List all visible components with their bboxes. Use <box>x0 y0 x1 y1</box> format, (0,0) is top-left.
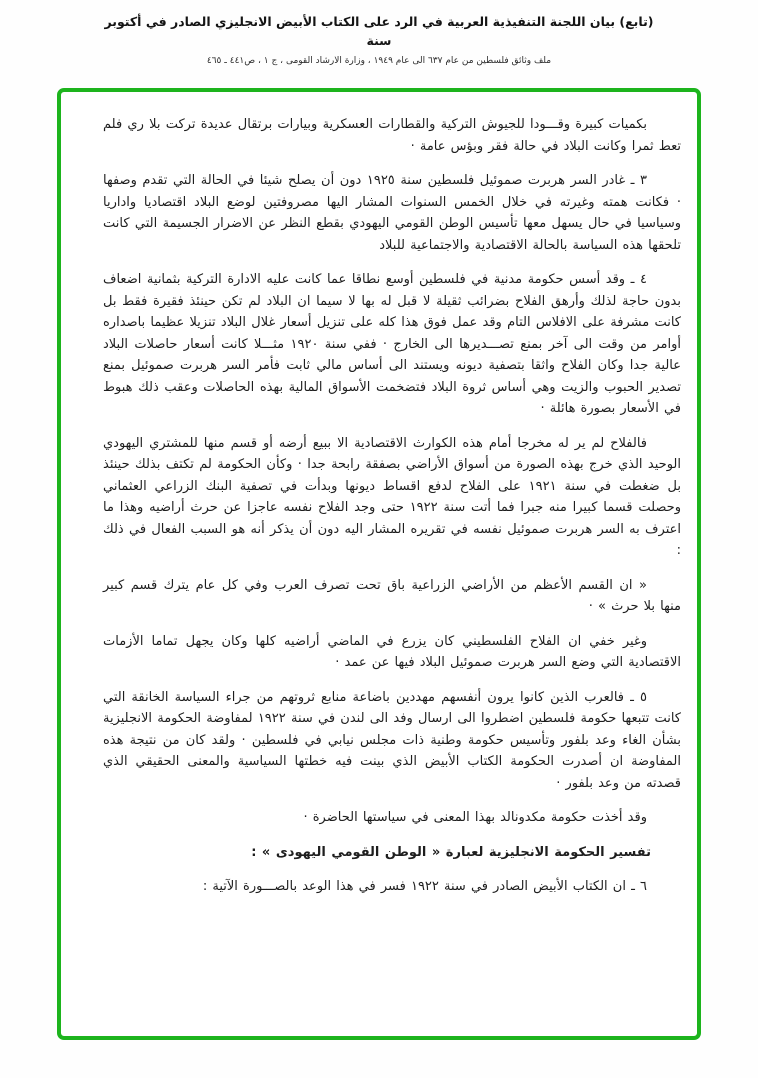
paragraph-item-5: ٥ ـ فالعرب الذين كانوا يرون أنفسهم مهددين باضاعة منابع ثروتهم من جراء السياسة الخانقة التي كانت تتبعها حكومة فلسطين اضطروا الى ارسال وفد الى لندن في سنة ١٩٢٢ لمفاوضة الحكومة الانجليزية بشأن الغاء وعد بلفور وتأسيس حكومة وطنية ذات مجلس نيابي في فلسطين · ولقد كان من نتيجة هذه المفاوضة ان أصدرت الحكومة الكتاب الأبيض الذي بينت فيه خطتها السياسية والمعنى الحقيقي الذي قصدته من وعد بلفور · <box>103 689 681 791</box>
source-citation: ملف وثائق فلسطين من عام ٦٣٧ الى عام ١٩٤٩ ، وزارة الارشاد القومى ، ج ١ ، ص٤٤١ ـ ٤٦٥ <box>206 56 552 66</box>
document-header <box>0 12 758 66</box>
document-border-frame <box>57 88 701 1040</box>
section-heading: تفسير الحكومة الانجليزية لعبارة « الوطن القومي اليهودى » : <box>251 844 651 860</box>
paragraph: بكميات كبيرة وقـــودا للجيوش التركية والقطارات العسكرية وبيارات برتقال عديدة تركت بلا ري فلم تعط ثمرا وكانت البلاد في حالة فقر وبؤس عامة · <box>103 117 681 154</box>
quoted-passage: « ان القسم الأعظم من الأراضي الزراعية باق تحت تصرف العرب وفي كل عام يترك قسم كبير منها بلا حرث » · <box>103 577 681 614</box>
document-title-line1: (تابع) بيان اللجنة التنفيذية العربية في الرد على الكتاب الأبيض الانجليزي الصادر في أكتوبر <box>104 14 654 29</box>
paragraph-item-4: ٤ ـ وقد أسس حكومة مدنية في فلسطين أوسع نطاقا عما كانت عليه الادارة التركية بثمانية اضعاف بدون حاجة لذلك وأرهق الفلاح بضرائب ثقيلة لا قبل له بها لا سيما ان البلاد لم تكن حينئذ فقيرة فقط بل كانت مشرفة على الافلاس التام وقد عمل فوق هذا كله على تنزيل أسعار غلال البلاد تنزيلا عظيما باصداره أوامر من وقت الى آخر بمنع تصـــديرها الى الخارج · ففي سنة ١٩٢٠ مثـــلا كانت أسعار حاصلات البلاد عالية جدا وكان الفلاح واثقا بتصفية ديونه ويستند الى أساس مالي ثابت فأمر السر هربرت صموئيل بمنع تصدير الحبوب والزيت وهي أساس ثروة البلاد فتضخمت الأسواق المالية بهذه الحاصلات وعقب ذلك هبوط في الأسعار بصورة هائلة · <box>103 272 682 416</box>
paragraph: وغير خفي ان الفلاح الفلسطيني كان يزرع في الماضي أراضيه كلها وكان يجهل تماما الأزمات الاقتصادية التي وضع السر هربرت صموئيل البلاد فيها عن عمد · <box>103 633 681 670</box>
document-body-text <box>61 92 697 1036</box>
document-title-line2: سنة <box>366 33 392 48</box>
paragraph: فالفلاح لم ير له مخرجا أمام هذه الكوارث الاقتصادية الا ببيع أرضه أو قسم منها للمشتري اليهودي الوحيد الذي خرج بهذه الصورة من أسواق الأراضي بصفقة رابحة جدا · وكأن الحكومة لم تكتف بذلك حينئذ بل ضغطت في سنة ١٩٢١ على الفلاح لدفع اقساط ديونها وبدأت في تصفية البنك الزراعي العثماني وحصلت قسما كبيرا منه جبرا فما أتت سنة ١٩٢٢ حتى وجد الفلاح نفسه عاجزا عن حرث أراضيه وهذا ما اعترف به السر هربرت صموئيل نفسه في تقريره المشار اليه دون أن يذكر أنه هو السبب الفعال في ذلك : <box>103 435 681 558</box>
paragraph: وقد أخذت حكومة مكدونالد بهذا المعنى في سياستها الحاضرة · <box>303 810 647 825</box>
paragraph-item-6: ٦ ـ ان الكتاب الأبيض الصادر في سنة ١٩٢٢ فسر في هذا الوعد بالصـــورة الآتية : <box>202 879 647 894</box>
paragraph-item-3: ٣ ـ غادر السر هربرت صموئيل فلسطين سنة ١٩٢٥ دون أن يصلح شيئا في الحالة التي تقدم وصفها · فكانت همته وغيرته في خلال الخمس السنوات المشار اليها مصروفتين لوضع البلاد اقتصاديا واداريا وسياسيا في حال يسهل معها تأسيس الوطن القومي اليهودي بقطع النظر عن الاضرار الجسيمة التي كانت تلحقها هذه السياسة بالحالة الاقتصادية والاجتماعية للبلاد <box>103 173 681 253</box>
